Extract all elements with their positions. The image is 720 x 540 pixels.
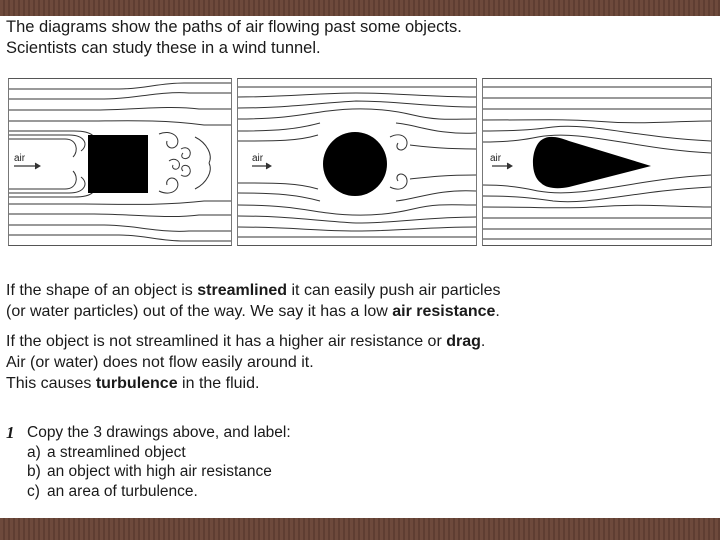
para1-line1 <box>6 280 500 301</box>
option-letter: c) <box>27 482 40 500</box>
air-label: air <box>14 153 26 164</box>
drag-paragraph <box>6 331 485 394</box>
term-streamlined: streamlined <box>197 282 288 299</box>
text-run: it can easily push air particles <box>287 282 501 299</box>
arrowhead <box>507 163 512 169</box>
bottom-decorative-band <box>0 518 720 540</box>
text-run: If the object is not streamlined it has a higher air resistance or <box>6 333 447 350</box>
streamlined-paragraph <box>6 280 500 322</box>
intro-text <box>6 17 462 59</box>
para1-line2 <box>6 301 500 322</box>
square-object-icon <box>88 135 148 193</box>
option-c <box>27 482 291 502</box>
option-text: an object with high air resistance <box>47 463 272 480</box>
question-prompt: Copy the 3 drawings above, and label: <box>27 424 291 441</box>
arrowhead <box>266 163 271 169</box>
streamlined-object-icon <box>533 137 651 188</box>
text-run: . <box>495 303 500 320</box>
air-label: air <box>490 153 502 164</box>
option-a <box>27 443 291 463</box>
diagram-square <box>8 78 232 246</box>
para2-line2: Air (or water) does not flow easily around it. <box>6 354 314 371</box>
diagram-streamlined <box>482 78 712 246</box>
text-run: in the fluid. <box>177 375 260 392</box>
term-drag: drag <box>446 333 481 350</box>
top-decorative-band <box>0 0 720 16</box>
option-text: a streamlined object <box>47 443 186 461</box>
diagram-circle <box>237 78 477 246</box>
text-run: If the shape of an object is <box>6 282 198 299</box>
circle-object-icon <box>323 132 387 196</box>
option-text: an area of turbulence. <box>47 482 198 500</box>
air-label: air <box>252 153 264 164</box>
para2-line1 <box>6 331 485 352</box>
text-run: This causes <box>6 375 96 392</box>
option-letter: b) <box>27 463 41 480</box>
para2-line3 <box>6 373 485 394</box>
intro-line-1: The diagrams show the paths of air flowing past some objects. <box>6 18 462 36</box>
intro-line-2: Scientists can study these in a wind tunnel. <box>6 39 321 57</box>
question-number: 1 <box>6 423 15 442</box>
term-air-resistance: air resistance <box>392 303 496 320</box>
text-run: . <box>480 333 486 350</box>
text-run: (or water particles) out of the way. We say it has a low <box>6 303 393 320</box>
arrowhead <box>35 163 40 169</box>
option-b <box>27 462 291 482</box>
option-letter: a) <box>27 443 41 461</box>
question-body <box>27 423 291 501</box>
term-turbulence: turbulence <box>95 375 178 392</box>
